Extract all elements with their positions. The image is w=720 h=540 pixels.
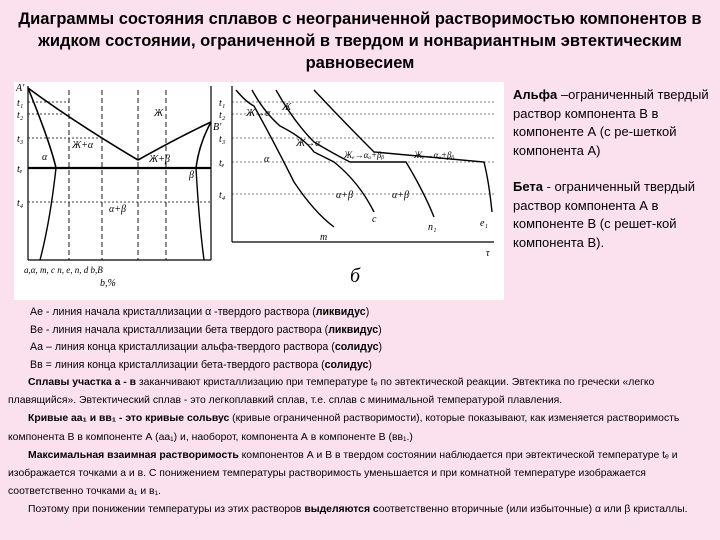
phase-diagram-svg — [14, 82, 504, 300]
rlabel-zh: Ж — [282, 102, 292, 113]
solvus-bb1 — [196, 168, 204, 260]
label-alpha-beta: α+β — [109, 204, 126, 215]
side-definitions — [513, 86, 713, 270]
right-diagram — [232, 86, 494, 242]
rlabel-alpha: α — [264, 154, 270, 165]
alpha-term: Альфа — [513, 87, 558, 102]
beta-definition — [513, 178, 713, 252]
axis-bottom-labels: а,α, m, c n, e, n, d b,B — [24, 265, 103, 275]
page-title: Диаграммы состояния сплавов с неограниченной растворимостью компонентов в жидком состоянии, ограниченной в твердом и нонвариантным эвтектическим равновесием — [18, 10, 702, 72]
legend-line: Ве - линия начала кристаллизации бета твердого раствора (ликвидус) — [30, 323, 382, 336]
legend-line: Аа – линия конца кристаллизации альфа-твердого раствора (солидус) — [30, 341, 383, 353]
rlabel-e1: e₁ — [480, 218, 488, 229]
right-labels — [219, 98, 490, 287]
beta-text: - ограниченный твердый раствор компонента А в компоненте В (с решет-кой компонента В). — [513, 179, 696, 250]
label-t1: t₁ — [17, 98, 24, 109]
rlabel-eutectic-2: Жₑ→αₐ+βᵦ — [414, 150, 455, 160]
rlabel-zh-alpha-2: Ж→α — [296, 138, 321, 149]
beta-term: Бета — [513, 179, 543, 194]
rlabel-t4: t₄ — [219, 190, 226, 201]
label-te: tₑ — [17, 164, 23, 175]
rlabel-t1: t₁ — [219, 98, 226, 109]
rlabel-alpha-beta-1: α+β — [336, 190, 353, 201]
alpha-definition — [513, 86, 713, 160]
label-zh: Ж — [154, 108, 164, 119]
rlabel-t2: t₂ — [219, 110, 226, 121]
rlabel-alpha-beta-2: α+β — [392, 190, 409, 201]
rlabel-t3: t₃ — [219, 134, 226, 145]
label-B-prime: B' — [213, 122, 222, 133]
label-A-prime: A' — [16, 83, 25, 94]
line-legend — [30, 304, 500, 374]
label-zh-alpha: Ж+α — [72, 140, 94, 151]
solvus-aa1 — [40, 168, 56, 260]
rlabel-zh-alpha-1: Ж→α — [246, 108, 271, 119]
rlabel-tau: τ — [486, 248, 490, 259]
rlabel-c: c — [372, 214, 377, 225]
alpha-text: –ограниченный твердый раствор компонента В в компоненте А (с ре-шеткой компонента А) — [513, 87, 709, 158]
label-alpha: α — [42, 152, 48, 163]
paragraph-2: Кривые аа₁ и вв₁ - это кривые сольвус (кривые ограниченной растворимости), которые показывают, как изменяется растворимость компонента В в компоненте А (аа₁) и, наоборот, компонента А в компоненте В (вв₁.) — [8, 413, 680, 443]
legend-line: Ае - линия начала кристаллизации α -твердого раствора (ликвидус) — [30, 306, 370, 318]
left-diagram — [28, 86, 211, 260]
rlabel-n1: n₁ — [428, 222, 437, 233]
legend-line: Вв = линия конца кристаллизации бета-твердого раствора (солидус) — [30, 358, 372, 371]
paragraph-3: Максимальная взаимная растворимость компонентов А и В в твердом состоянии наблюдается при эвтектической температуре tₑ и изображается точками а и в. С понижением температуры растворимость уменьшается и при комнатной температуре изображается соответственно точками а₁ и в₁. — [8, 449, 678, 498]
paragraph-1: Сплавы участка а - в заканчивают кристаллизацию при температуре tₑ по эвтектической реакции. Эвтектика по гречески «легко плавящийся». Эвтектический сплав - это легкоплавкий сплав, т.е. сплав с минимальной температурой плавления. — [8, 377, 655, 407]
paragraph-4: Поэтому при понижении температуры из этих растворов выделяются соответственно вторичные (или избыточные) α или β кристаллы. — [28, 504, 688, 516]
rlabel-te: tₑ — [219, 158, 225, 169]
label-t2: t₂ — [17, 110, 24, 121]
label-t3: t₃ — [17, 134, 24, 145]
left-labels — [15, 83, 222, 289]
label-t4: t₄ — [17, 198, 24, 209]
rlabel-delta: б — [350, 265, 361, 287]
rlabel-m: m — [320, 232, 328, 243]
rlabel-eutectic-1: Жₑ→αₐ+βᵦ — [344, 150, 385, 160]
body-text — [8, 374, 708, 520]
phase-diagram-figure — [14, 82, 504, 300]
x-axis-label: b,% — [100, 278, 116, 289]
label-beta: β — [189, 170, 194, 181]
label-zh-beta: Ж+β — [149, 154, 170, 165]
